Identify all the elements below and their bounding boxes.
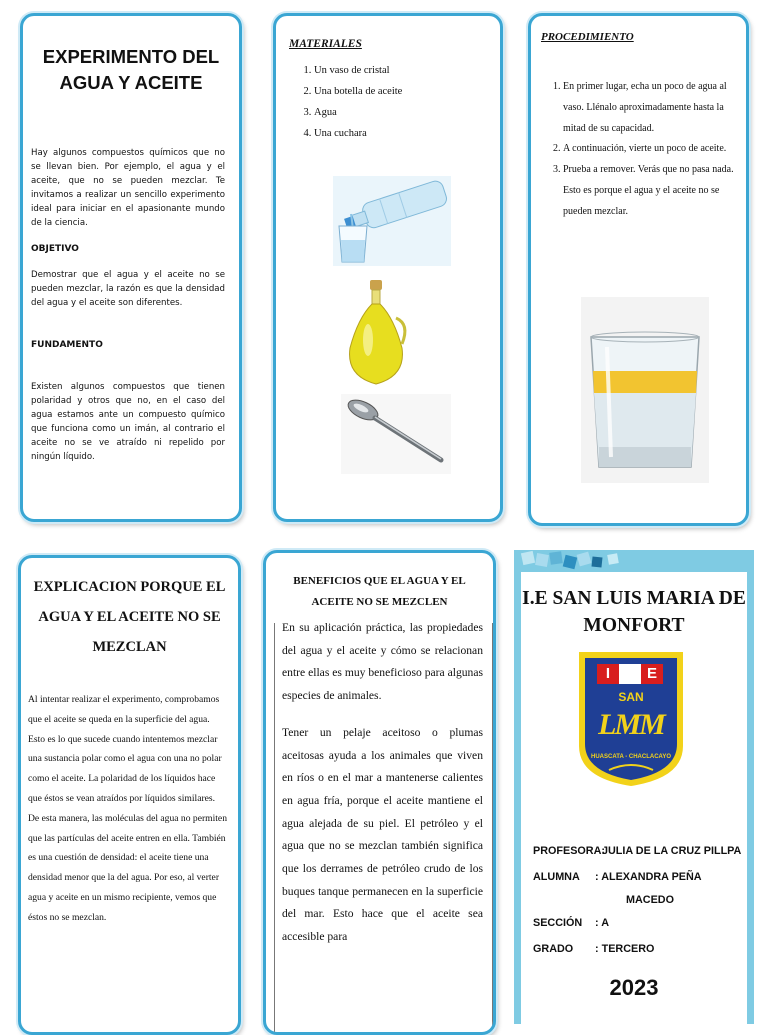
explanation-panel (18, 555, 241, 1035)
teacher-label: PROFESORA: (533, 845, 605, 857)
spoon-image (341, 394, 451, 474)
crest-letter-i: I (605, 665, 611, 682)
school-name: I.E SAN LUIS MARIA DE MONFORT (522, 588, 746, 636)
procedure-title: PROCEDIMIENTO (541, 31, 634, 43)
list-item: 3. Prueba a remover. Verás que no pasa nada. Esto es porque el agua y el aceite no se pueden mezclar. (563, 160, 738, 222)
grade-value: : TERCERO (595, 943, 655, 955)
list-item: 1. En primer lugar, echa un poco de agua al vaso. Llénalo aproximadamente hasta la mitad de su capacidad. (563, 77, 738, 139)
grade-label: GRADO (533, 943, 574, 955)
year-label: 2023 (609, 975, 659, 1000)
section-label: SECCIÓN (533, 917, 583, 929)
student-label: ALUMNA (533, 871, 580, 883)
benefits-title: BENEFICIOS QUE EL AGUA Y EL ACEITE NO SE MEZCLEN (293, 575, 466, 608)
benefits-panel (263, 550, 496, 1035)
student-value-cont: MACEDO (626, 894, 674, 906)
column-divider (500, 74, 501, 514)
section-value: : A (595, 917, 609, 929)
explanation-text: Al intentar realizar el experimento, comprobamos que el aceite se queda en la superficie del agua. Esto es lo que sucede cuando intentemos mezclar una sustancia polar como el agua con una no polar como el aceite. La polaridad de los líquidos hace que éstos se vean atraídos por líquidos similares. De esta manera, las moléculas del agua no permiten que las partículas del aceite entren en ella. También es una cuestión de densidad: el aceite tiene una densidad menor que la del agua. Por eso, al verter agua y aceite en un mismo recipiente, vemos que éstos no se mezclan. (28, 694, 227, 923)
intro-text: Hay algunos compuestos químicos que no se llevan bien. Por ejemplo, el agua y el aceite, que no se pueden mezclar. Te invitamos a realizar un sencillo experimento ideal para iniciar en el apasionante mundo de la ciencia. (31, 148, 225, 228)
cover-panel (514, 550, 754, 1024)
objective-text: Demostrar que el agua y el aceite no se pueden mezclar, la razón es que la densidad del agua y el aceite son diferentes. (31, 270, 225, 308)
column-divider (274, 623, 275, 1033)
list-item: 1. Un vaso de cristal (314, 60, 500, 81)
objective-heading: OBJETIVO (31, 244, 79, 254)
list-item: 2. Una botella de aceite (314, 81, 500, 102)
procedure-panel (528, 13, 749, 526)
explanation-title: EXPLICACION PORQUE EL AGUA Y EL ACEITE NO SE MEZCLAN (33, 579, 226, 655)
school-crest (577, 650, 685, 788)
crest-san: SAN (618, 690, 644, 704)
foundation-text: Existen algunos compuestos que tienen polaridad y otros que no, en el caso del agua estamos ante un compuesto químico que funciona como un imán, al contrario el aceite no se ve atraído ni repelido por ningún líquido. (31, 382, 225, 462)
water-glass-image (333, 176, 451, 266)
list-item: 4. Una cuchara (314, 123, 500, 144)
materials-list (276, 60, 500, 144)
experiment-title: EXPERIMENTO DEL AGUA Y ACEITE (42, 46, 220, 93)
crest-letter-e: E (646, 665, 657, 682)
procedure-steps (531, 77, 738, 223)
intro-panel (20, 13, 242, 522)
oil-water-glass-image (581, 297, 709, 483)
materials-panel (273, 13, 503, 522)
teacher-value: JULIA DE LA CRUZ PILLPA (602, 845, 742, 857)
benefits-paragraph-1: En su aplicación práctica, las propiedades del agua y el aceite y cómo se relacionan entre ellas es muy beneficioso para algunas especies de animales. (282, 621, 483, 703)
list-item: 2. A continuación, vierte un poco de aceite. (563, 139, 738, 160)
foundation-heading: FUNDAMENTO (31, 340, 103, 350)
materials-title: MATERIALES (289, 38, 362, 50)
crest-monogram: LMM (598, 708, 664, 741)
column-divider (492, 623, 493, 1033)
list-item: 3. Agua (314, 102, 500, 123)
benefits-paragraph-2: Tener un pelaje aceitoso o plumas aceitosas ayuda a los animales que viven en ríos o en el mar a mantenerse calientes en agua fría, porque el aceite mantiene el agua alejada de su piel. El petróleo y el agua que no se mezclan también significa que los derrames de petróleo crudo de los buques tanque permanecen en la superficie del mar. Esto hace que el aceite sea accesible para (282, 725, 483, 944)
crest-place: HUASCATA - CHACLACAYO (591, 754, 671, 760)
oil-bottle-image (336, 278, 416, 390)
student-value: : ALEXANDRA PEÑA (595, 871, 702, 883)
